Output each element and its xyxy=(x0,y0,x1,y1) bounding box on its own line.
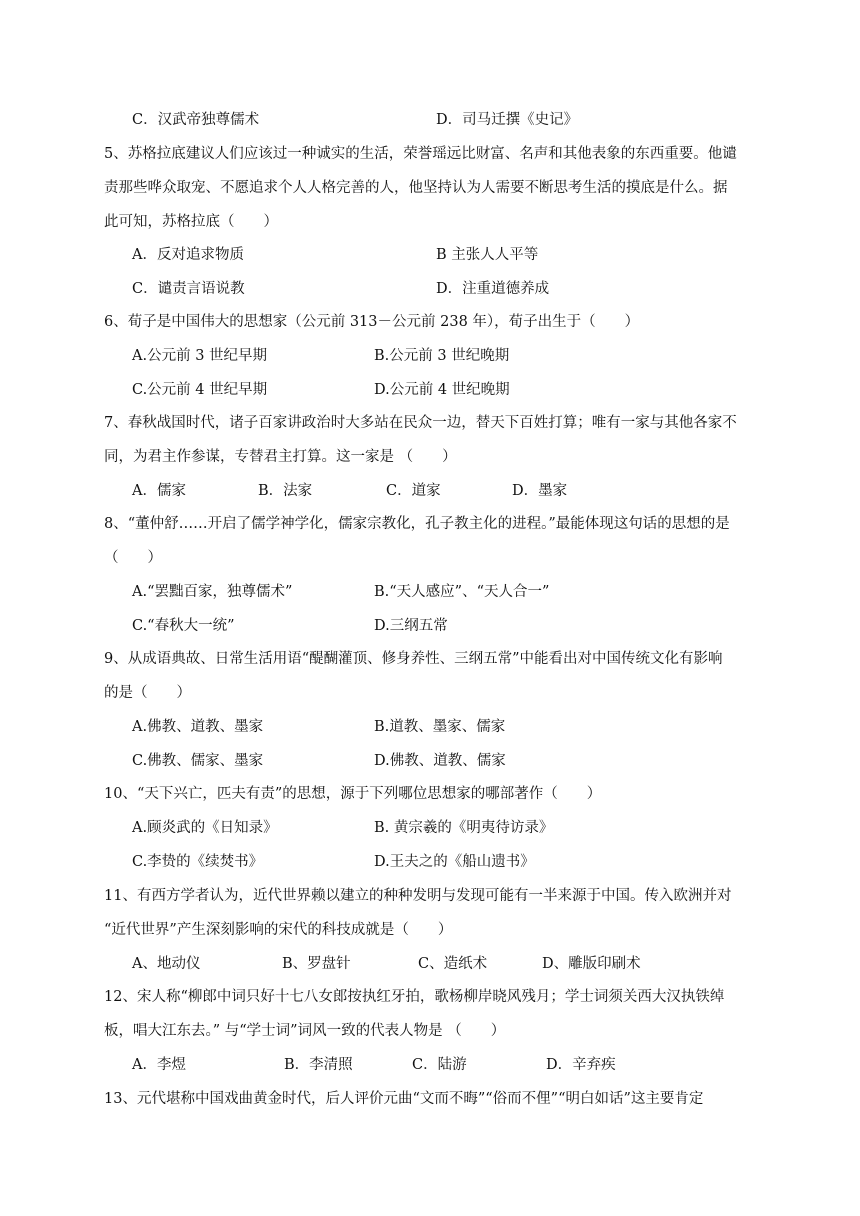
q8-option-a: A.“罢黜百家，独尊儒术” xyxy=(132,584,293,600)
q12-stem-line-1: 12、宋人称“柳郎中词只好十七八女郎按执红牙拍，歌杨柳岸晓风残月；学士词须关西大汉执铁绰 xyxy=(104,989,725,1005)
q5-stem-line-1: 5、苏格拉底建议人们应该过一种诚实的生活，荣誉瑶远比财富、名声和其他表象的东西重要。他谴 xyxy=(104,146,737,162)
q9-option-d: D.佛教、道教、儒家 xyxy=(374,753,506,769)
q9-option-a: A.佛教、道教、墨家 xyxy=(132,719,264,735)
q9-stem-line-1: 9、从成语典故、日常生活用语“醍醐灌顶、修身养性、三纲五常”中能看出对中国传统文化有影响 xyxy=(104,651,723,667)
q6-option-c: C.公元前 4 世纪早期 xyxy=(132,382,268,398)
q5-stem-line-2: 责那些哗众取宠、不愿追求个人人格完善的人，他坚持认为人需要不断思考生活的摸底是什么。据 xyxy=(104,180,728,196)
q12-option-d: D．辛弃疾 xyxy=(546,1057,616,1073)
q10-option-a: A.顾炎武的《日知录》 xyxy=(132,820,278,836)
q6-option-b: B.公元前 3 世纪晚期 xyxy=(374,348,510,364)
q7-option-b: B．法家 xyxy=(258,483,313,499)
q5-option-b: B 主张人人平等 xyxy=(436,247,539,263)
q8-option-c: C.“春秋大一统” xyxy=(132,618,235,634)
q11-option-a: A、地动仪 xyxy=(132,956,201,972)
q7-option-d: D．墨家 xyxy=(512,483,568,499)
q12-option-a: A．李煜 xyxy=(132,1057,186,1073)
q7-option-a: A．儒家 xyxy=(132,483,186,499)
q12-stem-line-2: 板，唱大江东去。” 与“学士词”词风一致的代表人物是 （ ） xyxy=(104,1023,506,1039)
q9-option-c: C.佛教、儒家、墨家 xyxy=(132,753,264,769)
q11-option-b: B、罗盘针 xyxy=(282,956,351,972)
q9-stem-line-2: 的是（ ） xyxy=(104,685,191,701)
q5-option-d: D．注重道德养成 xyxy=(436,281,550,297)
q7-stem-line-1: 7、春秋战国时代，诸子百家讲政治时大多站在民众一边，替天下百姓打算；唯有一家与其他各家不 xyxy=(104,415,737,431)
q9-option-b: B.道教、墨家、儒家 xyxy=(374,719,506,735)
q11-stem-line-1: 11、有西方学者认为，近代世界赖以建立的种种发明与发现可能有一半来源于中国。传入欧洲并对 xyxy=(104,888,732,904)
q10-option-c: C.李贽的《续焚书》 xyxy=(132,854,264,870)
q8-option-d: D.三纲五常 xyxy=(374,618,448,634)
q7-stem-line-2: 同，为君主作参谋，专替君主打算。这一家是 （ ） xyxy=(104,449,457,465)
q8-option-b: B.“天人感应”、“天人合一” xyxy=(374,584,550,600)
q10-option-d: D.王夫之的《船山遗书》 xyxy=(374,854,535,870)
q8-stem-line-2: （ ） xyxy=(104,550,162,566)
q10-option-b: B. 黄宗羲的《明夷待访录》 xyxy=(374,820,554,836)
q6-option-a: A.公元前 3 世纪早期 xyxy=(132,348,268,364)
q5-option-c: C．谴责言语说教 xyxy=(132,281,245,297)
q5-stem-line-3: 此可知，苏格拉底（ ） xyxy=(104,214,278,230)
q4-option-d: D．司马迁撰《史记》 xyxy=(436,112,579,128)
q8-stem-line-1: 8、“董仲舒……开启了儒学神学化，儒家宗教化，孔子教主化的进程。”最能体现这句话的思想的是 xyxy=(104,516,730,532)
q6-stem-line-1: 6、荀子是中国伟大的思想家（公元前 313－公元前 238 年），荀子出生于（ ） xyxy=(104,314,640,330)
q4-option-c: C．汉武帝独尊儒术 xyxy=(132,112,260,128)
q12-option-c: C．陆游 xyxy=(412,1057,467,1073)
q6-option-d: D.公元前 4 世纪晚期 xyxy=(374,382,510,398)
q5-option-a: A．反对追求物质 xyxy=(132,247,244,263)
q7-option-c: C．道家 xyxy=(386,483,441,499)
q10-stem-line-1: 10、“天下兴亡，匹夫有责”的思想，源于下列哪位思想家的哪部著作（ ） xyxy=(104,786,602,802)
q12-option-b: B．李清照 xyxy=(284,1057,353,1073)
q11-option-d: D、雕版印刷术 xyxy=(542,956,641,972)
q13-stem-line-1: 13、元代堪称中国戏曲黄金时代，后人评价元曲“文而不晦”“俗而不俚”“明白如话”这主要肯定 xyxy=(104,1091,704,1107)
q11-stem-line-2: “近代世界”产生深刻影响的宋代的科技成就是（ ） xyxy=(104,922,453,938)
q11-option-c: C、造纸术 xyxy=(418,956,488,972)
